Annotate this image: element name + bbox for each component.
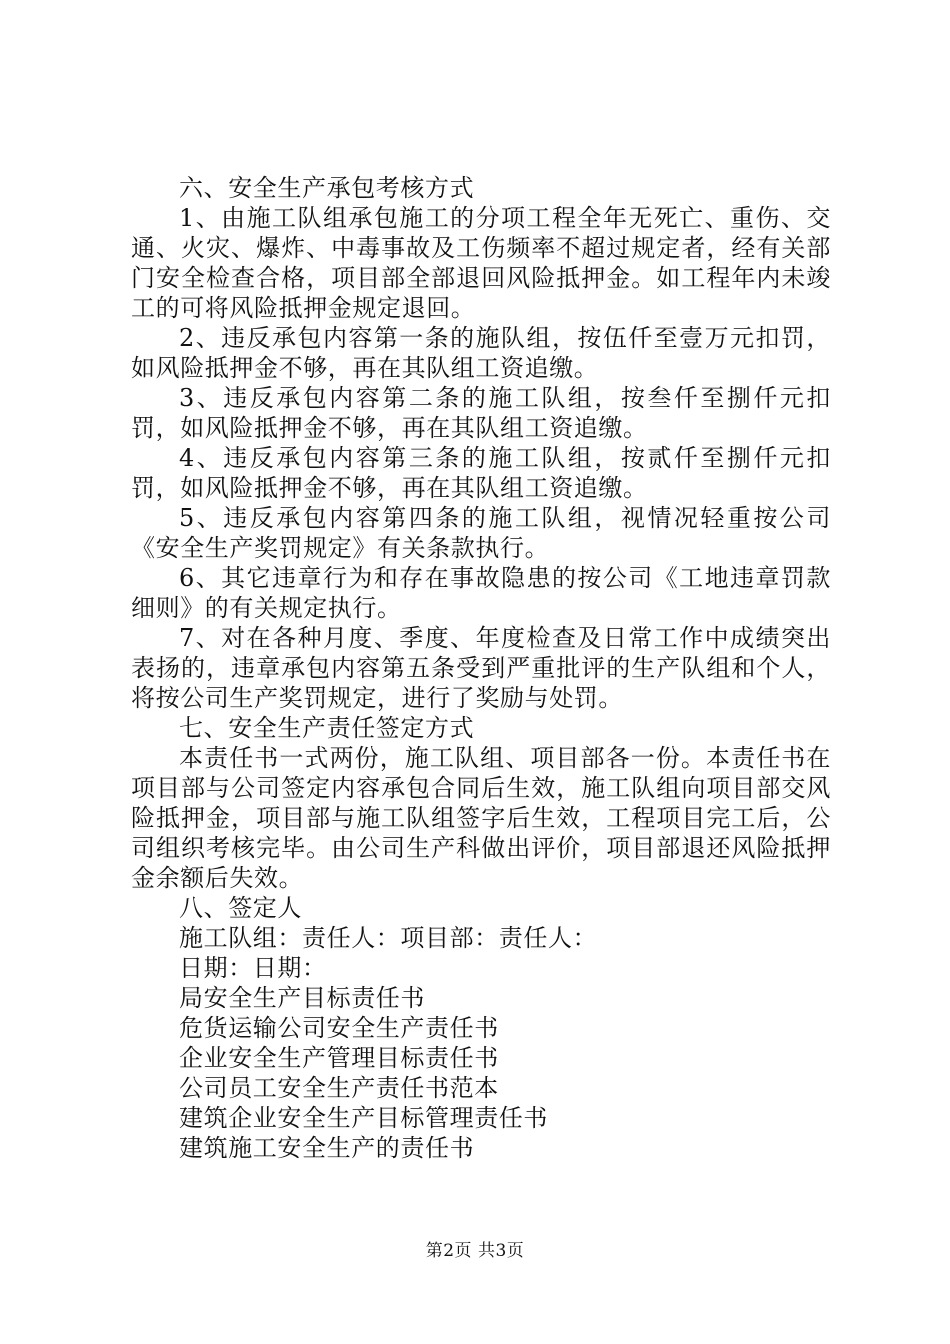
related-title-5: 建筑企业安全生产目标管理责任书 <box>179 1104 548 1132</box>
page-number-footer: 第2页 共3页 <box>425 1241 525 1261</box>
paragraph-8: 本责任书一式两份，施工队组、项目部各一份。本责任书在项目部与公司签定内容承包合同后生效，施工队组向项目部交风险抵押金，项目部与施工队组签字后生效，工程项目完工后，公司组织考核完毕。由公司生产科做出评价，项目部退还风险抵押金余额后失效。 <box>131 744 831 892</box>
signature-line-parties: 施工队组：责任人：项目部：责任人： <box>179 924 598 952</box>
paragraph-2: 2、违反承包内容第一条的施队组，按伍仟至壹万元扣罚，如风险抵押金不够，再在其队组工资追缴。 <box>131 324 831 382</box>
section-heading-8: 八、签定人 <box>179 894 302 922</box>
paragraph-7: 7、对在各种月度、季度、年度检查及日常工作中成绩突出表扬的，违章承包内容第五条受到严重批评的生产队组和个人，将按公司生产奖罚规定，进行了奖励与处罚。 <box>131 624 831 712</box>
related-title-1: 局安全生产目标责任书 <box>179 984 425 1012</box>
paragraph-1: 1、由施工队组承包施工的分项工程全年无死亡、重伤、交通、火灾、爆炸、中毒事故及工伤频率不超过规定者，经有关部门安全检查合格，项目部全部退回风险抵押金。如工程年内未竣工的可将风险抵押金规定退回。 <box>131 204 831 322</box>
paragraph-5: 5、违反承包内容第四条的施工队组，视情况轻重按公司《安全生产奖罚规定》有关条款执行。 <box>131 504 831 562</box>
paragraph-3: 3、违反承包内容第二条的施工队组，按叁仟至捌仟元扣罚，如风险抵押金不够，再在其队组工资追缴。 <box>131 384 831 442</box>
related-title-6: 建筑施工安全生产的责任书 <box>179 1134 475 1162</box>
document-body <box>131 173 831 1163</box>
related-title-2: 危货运输公司安全生产责任书 <box>179 1014 499 1042</box>
related-title-4: 公司员工安全生产责任书范本 <box>179 1074 499 1102</box>
paragraph-4: 4、违反承包内容第三条的施工队组，按贰仟至捌仟元扣罚，如风险抵押金不够，再在其队组工资追缴。 <box>131 444 831 502</box>
section-heading-6: 六、安全生产承包考核方式 <box>179 174 475 202</box>
paragraph-6: 6、其它违章行为和存在事故隐患的按公司《工地违章罚款细则》的有关规定执行。 <box>131 564 831 622</box>
section-heading-7: 七、安全生产责任签定方式 <box>179 714 475 742</box>
related-title-3: 企业安全生产管理目标责任书 <box>179 1044 499 1072</box>
signature-line-dates: 日期：日期： <box>179 954 327 982</box>
